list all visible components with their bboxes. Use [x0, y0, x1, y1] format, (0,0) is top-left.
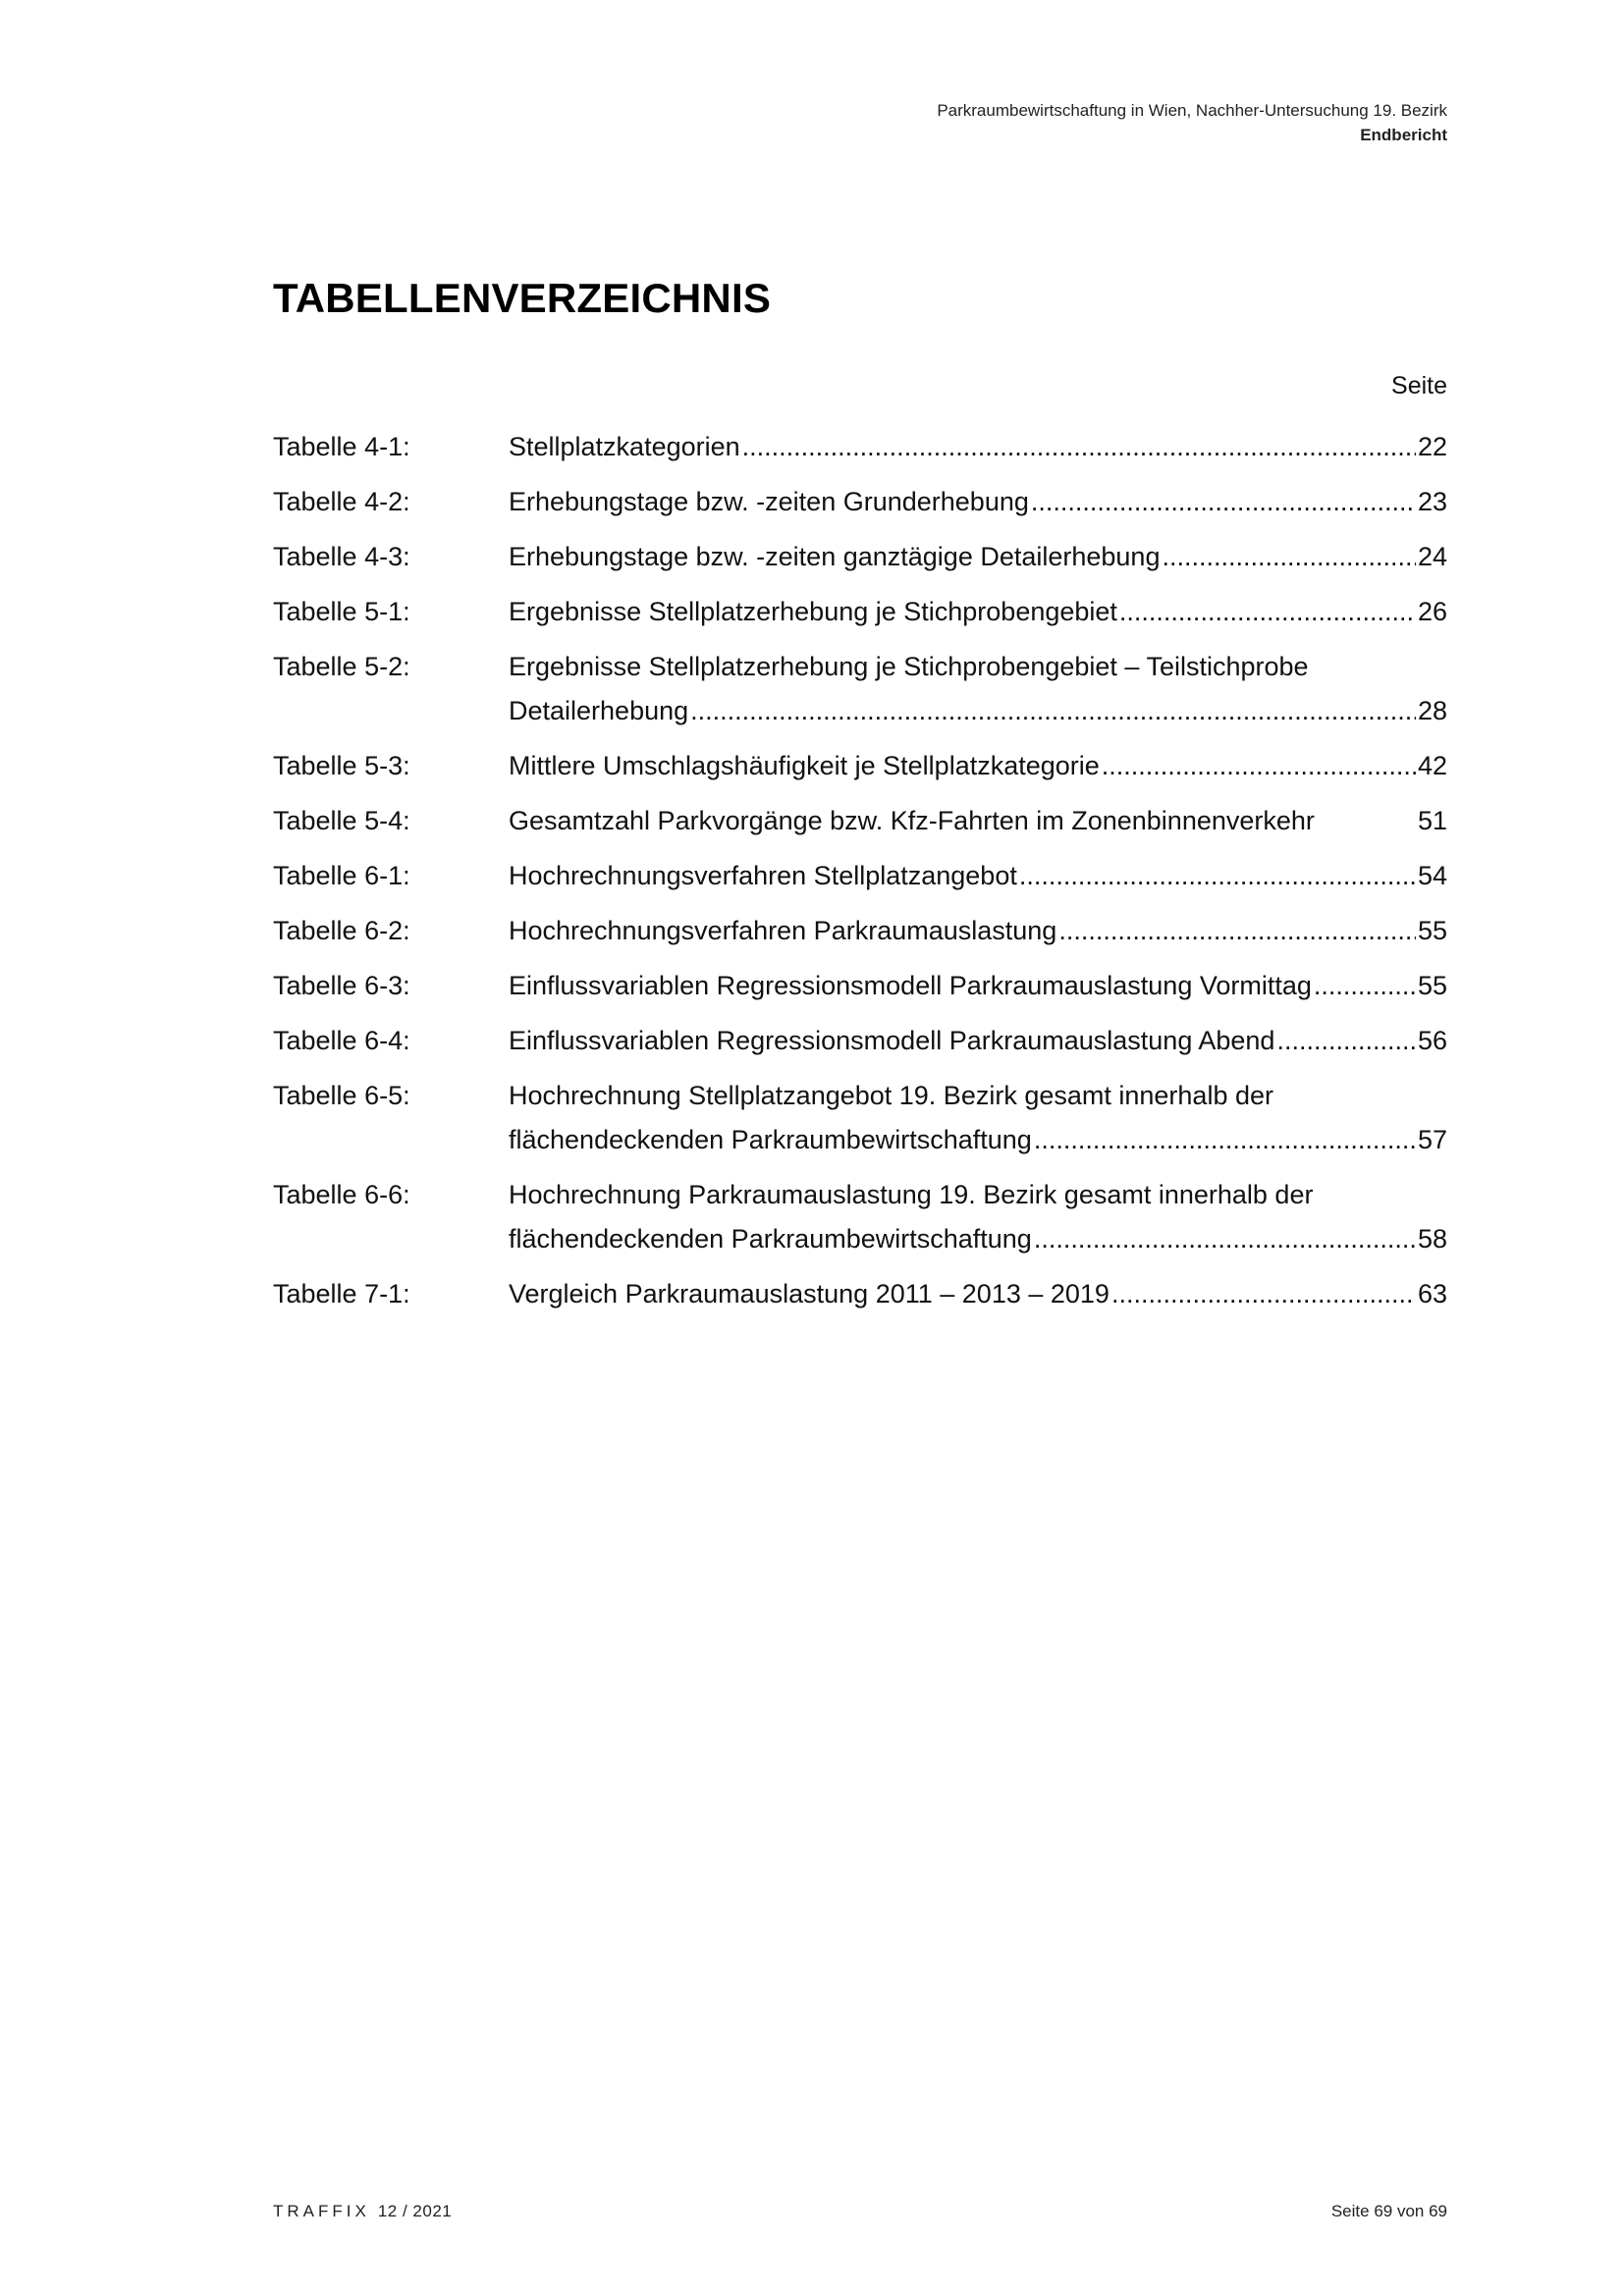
dot-leader — [1034, 1118, 1416, 1162]
toc-entry-body — [509, 645, 1447, 733]
toc-entry-line — [509, 590, 1447, 634]
toc-entry-body — [509, 1019, 1447, 1063]
toc-entry-label: Tabelle 6-1: — [273, 861, 410, 890]
toc-entry-text: Mittlere Umschlagshäufigkeit je Stellplatzkategorie — [509, 751, 1100, 780]
toc-entry-line — [509, 1217, 1447, 1261]
page-title: TABELLENVERZEICHNIS — [273, 275, 772, 321]
dot-leader — [690, 689, 1416, 733]
toc-entry[interactable] — [273, 1019, 1447, 1063]
toc-entry-page-number: 57 — [1417, 1125, 1447, 1154]
toc-entry-text: Hochrechnungsverfahren Parkraumauslastung — [509, 916, 1057, 945]
dot-leader — [1314, 964, 1416, 1008]
toc-entry-text-line1: Hochrechnung Parkraumauslastung 19. Bezirk gesamt innerhalb der — [509, 1180, 1314, 1209]
toc-entry-page-number: 58 — [1417, 1224, 1447, 1254]
toc-entry[interactable] — [273, 425, 1447, 469]
page-footer — [273, 2202, 1447, 2221]
toc-entry[interactable] — [273, 909, 1447, 953]
footer-company: TRAFFIX — [273, 2202, 370, 2220]
toc-entry-text-line1: Hochrechnung Stellplatzangebot 19. Bezirk gesamt innerhalb der — [509, 1081, 1273, 1110]
toc-entry-page-number: 55 — [1417, 971, 1447, 1000]
toc-entry-line — [509, 744, 1447, 788]
toc-entry-page-number: 56 — [1417, 1026, 1447, 1055]
toc-entry[interactable] — [273, 799, 1447, 843]
page-column-header: Seite — [1391, 372, 1447, 400]
dot-leader — [1162, 535, 1415, 579]
toc-entry[interactable] — [273, 1074, 1447, 1162]
toc-entry-body — [509, 964, 1447, 1008]
dot-leader — [1111, 1272, 1416, 1316]
toc-entry-body — [509, 1173, 1447, 1261]
toc-entry-body — [509, 1074, 1447, 1162]
header-title: Parkraumbewirtschaftung in Wien, Nachher-Untersuchung 19. Bezirk — [937, 101, 1447, 120]
toc-entry-line — [509, 689, 1447, 733]
toc-entry-line — [509, 535, 1447, 579]
toc-entry-label: Tabelle 5-2: — [273, 652, 410, 681]
toc-entry-page-number: 23 — [1417, 487, 1447, 516]
toc-entry-line — [509, 1272, 1447, 1316]
toc-entry[interactable] — [273, 854, 1447, 898]
toc-entry-text: Ergebnisse Stellplatzerhebung je Stichprobengebiet — [509, 597, 1117, 626]
toc-entry-page-number: 55 — [1417, 916, 1447, 945]
toc-entry[interactable] — [273, 480, 1447, 524]
toc-entry-body — [509, 744, 1447, 788]
toc-entry[interactable] — [273, 1173, 1447, 1261]
toc-entries — [273, 425, 1447, 1316]
dot-leader — [1019, 854, 1416, 898]
toc-entry-page-number: 24 — [1417, 542, 1447, 571]
toc-entry-label: Tabelle 6-5: — [273, 1081, 410, 1110]
toc-entry-page-number: 26 — [1417, 597, 1447, 626]
dot-leader — [1119, 590, 1416, 634]
toc-entry-body — [509, 909, 1447, 953]
dot-leader — [1102, 744, 1416, 788]
footer-date: 12 / 2021 — [377, 2202, 453, 2220]
toc-entry-page-number: 22 — [1417, 432, 1447, 461]
toc-entry-text: Gesamtzahl Parkvorgänge bzw. Kfz-Fahrten im Zonenbinnenverkehr — [509, 806, 1315, 835]
toc-entry-text: Detailerhebung — [509, 696, 689, 725]
table-of-tables — [273, 371, 1447, 1327]
toc-entry-body — [509, 590, 1447, 634]
toc-entry[interactable] — [273, 590, 1447, 634]
toc-entry-label: Tabelle 5-1: — [273, 597, 410, 626]
dot-leader — [1034, 1217, 1416, 1261]
toc-entry-page-number: 28 — [1417, 696, 1447, 725]
toc-entry-line — [509, 1019, 1447, 1063]
toc-entry-label: Tabelle 5-4: — [273, 806, 410, 835]
dot-leader — [1276, 1019, 1416, 1063]
dot-leader — [742, 425, 1416, 469]
toc-entry-text: Erhebungstage bzw. -zeiten Grunderhebung — [509, 487, 1029, 516]
toc-entry-label: Tabelle 4-1: — [273, 432, 410, 461]
toc-entry-body — [509, 854, 1447, 898]
toc-entry-line — [509, 1118, 1447, 1162]
toc-entry[interactable] — [273, 1272, 1447, 1316]
toc-entry-body — [509, 1272, 1447, 1316]
toc-entry-text: Vergleich Parkraumauslastung 2011 – 2013 – 2019 — [509, 1279, 1110, 1308]
toc-entry-body — [509, 480, 1447, 524]
footer-left — [273, 2202, 452, 2221]
toc-entry-text: Erhebungstage bzw. -zeiten ganztägige Detailerhebung — [509, 542, 1161, 571]
toc-entry-page-number: 54 — [1417, 861, 1447, 890]
toc-entry[interactable] — [273, 535, 1447, 579]
toc-entry-line — [509, 964, 1447, 1008]
toc-entry-body — [509, 535, 1447, 579]
toc-entry-line — [509, 854, 1447, 898]
toc-entry-label: Tabelle 6-6: — [273, 1180, 410, 1209]
toc-entry-label: Tabelle 5-3: — [273, 751, 410, 780]
header-subtitle: Endbericht — [1360, 126, 1447, 144]
toc-entry-label: Tabelle 6-2: — [273, 916, 410, 945]
toc-entry[interactable] — [273, 645, 1447, 733]
toc-entry-label: Tabelle 4-2: — [273, 487, 410, 516]
dot-leader — [1031, 480, 1416, 524]
toc-entry-line — [509, 799, 1447, 843]
toc-entry-label: Tabelle 7-1: — [273, 1279, 410, 1308]
running-header — [937, 98, 1447, 147]
toc-entry-label: Tabelle 6-3: — [273, 971, 410, 1000]
toc-entry-body — [509, 799, 1447, 843]
toc-entry[interactable] — [273, 964, 1447, 1008]
toc-entry-text-line1: Ergebnisse Stellplatzerhebung je Stichprobengebiet – Teilstichprobe — [509, 652, 1309, 681]
toc-entry-page-number: 42 — [1417, 751, 1447, 780]
toc-entry-text: flächendeckenden Parkraumbewirtschaftung — [509, 1224, 1032, 1254]
toc-entry-page-number: 63 — [1417, 1279, 1447, 1308]
footer-page-info: Seite 69 von 69 — [1330, 2202, 1447, 2220]
toc-entry-text: Hochrechnungsverfahren Stellplatzangebot — [509, 861, 1017, 890]
toc-entry-line — [509, 425, 1447, 469]
toc-entry-text: Stellplatzkategorien — [509, 432, 740, 461]
toc-entry-label: Tabelle 6-4: — [273, 1026, 410, 1055]
toc-entry-label: Tabelle 4-3: — [273, 542, 410, 571]
toc-entry-page-number: 51 — [1417, 806, 1447, 835]
toc-entry-text: Einflussvariablen Regressionsmodell Parkraumauslastung Abend — [509, 1026, 1275, 1055]
dot-leader — [1058, 909, 1416, 953]
toc-entry[interactable] — [273, 744, 1447, 788]
toc-entry-body — [509, 425, 1447, 469]
toc-entry-text: flächendeckenden Parkraumbewirtschaftung — [509, 1125, 1032, 1154]
toc-entry-text: Einflussvariablen Regressionsmodell Parkraumauslastung Vormittag — [509, 971, 1312, 1000]
toc-entry-line — [509, 909, 1447, 953]
toc-entry-line — [509, 480, 1447, 524]
